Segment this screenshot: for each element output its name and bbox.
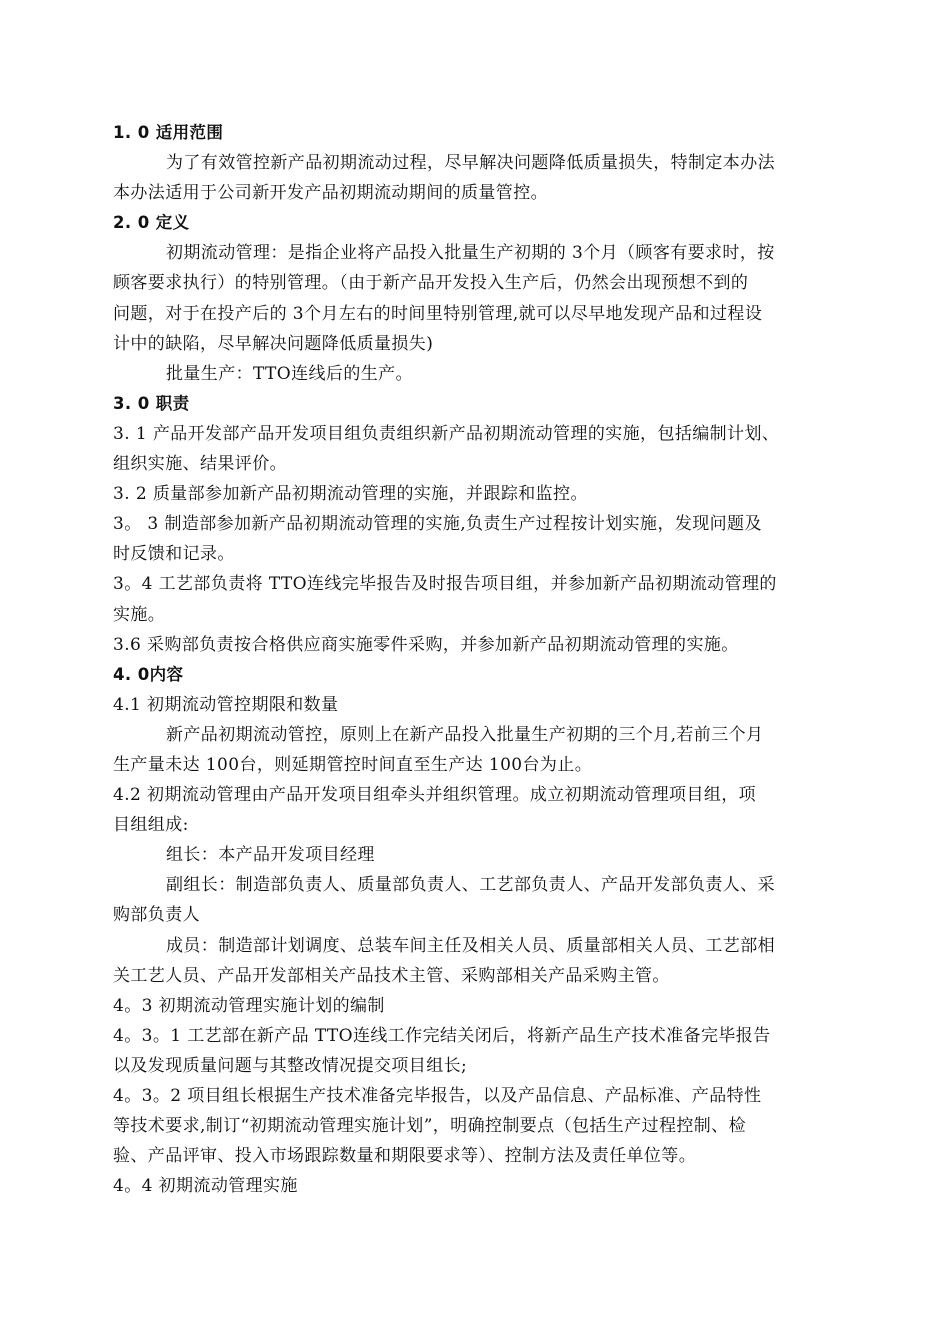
paragraph-line: 生产量未达 100台，则延期管控时间直至生产达 100台为止。: [113, 754, 593, 775]
paragraph-line: 3. 2 质量部参加新产品初期流动管理的实施，并跟踪和监控。: [113, 484, 588, 505]
paragraph-line: 计中的缺陷，尽早解决问题降低质量损失): [113, 333, 434, 354]
paragraph-line: 时反馈和记录。: [113, 544, 235, 565]
paragraph-line: 顾客要求执行）的特别管理。（由于新产品开发投入生产后，仍然会出现预想不到的: [113, 273, 749, 294]
paragraph-line: 关工艺人员、产品开发部相关产品技术主管、采购部相关产品采购主管。: [113, 965, 670, 986]
paragraph-line: 批量生产：TTO连线后的生产。: [166, 363, 413, 384]
paragraph-line: 为了有效管控新产品初期流动过程，尽早解决问题降低质量损失，特制定本办法: [166, 153, 775, 174]
paragraph-line: 购部负责人: [113, 905, 200, 926]
paragraph-line: 成员：制造部计划调度、总装车间主任及相关人员、质量部相关人员、工艺部相: [166, 935, 775, 956]
paragraph-line: 4.1 初期流动管控期限和数量: [113, 694, 339, 715]
paragraph-line: 4。3。2 项目组长根据生产技术准备完毕报告，以及产品信息、产品标准、产品特性: [113, 1086, 762, 1106]
paragraph-line: 实施。: [113, 604, 166, 625]
paragraph-line: 3。 3 制造部参加新产品初期流动管理的实施,负责生产过程按计划实施，发现问题及: [113, 514, 762, 535]
paragraph-line: 3。4 工艺部负责将 TTO连线完毕报告及时报告项目组，并参加新产品初期流动管理的: [113, 574, 777, 595]
section-heading: 2. 0 定义: [113, 213, 190, 233]
paragraph-line: 目组组成:: [113, 815, 189, 836]
paragraph-line: 初期流动管理：是指企业将产品投入批量生产初期的 3个月（顾客有要求时，按: [166, 243, 775, 264]
paragraph-line: 组长：本产品开发项目经理: [166, 845, 375, 866]
section-heading: 1. 0 适用范围: [113, 123, 224, 142]
paragraph-line: 验、产品评审、投入市场跟踪数量和期限要求等）、控制方法及责任单位等。: [113, 1146, 697, 1167]
paragraph-line: 等技术要求,制订“初期流动管理实施计划”，明确控制要点（包括生产过程控制、检: [113, 1116, 746, 1137]
paragraph-line: 副组长：制造部负责人、质量部负责人、工艺部负责人、产品开发部负责人、采: [166, 875, 775, 896]
document-page: [0, 118, 950, 1201]
paragraph-line: 3.6 采购部负责按合格供应商实施零件采购，并参加新产品初期流动管理的实施。: [113, 634, 739, 655]
paragraph-line: 4。4 初期流动管理实施: [113, 1176, 298, 1197]
paragraph-line: 本办法适用于公司新开发产品初期流动期间的质量管控。: [113, 183, 548, 204]
paragraph-line: 以及发现质量问题与其整改情况提交项目组长;: [113, 1055, 468, 1076]
paragraph-line: 新产品初期流动管控，原则上在新产品投入批量生产初期的三个月,若前三个月: [166, 724, 764, 745]
section-heading: 3. 0 职责: [113, 393, 190, 413]
section-heading: 4. 0内容: [113, 664, 184, 684]
paragraph-line: 4。3。1 工艺部在新产品 TTO连线工作完结关闭后，将新产品生产技术准备完毕报告: [113, 1025, 771, 1046]
paragraph-line: 组织实施、结果评价。: [113, 454, 287, 475]
paragraph-line: 4。3 初期流动管理实施计划的编制: [113, 995, 385, 1016]
paragraph-line: 3. 1 产品开发部产品开发项目组负责组织新产品初期流动管理的实施，包括编制计划、: [113, 423, 780, 444]
paragraph-line: 问题，对于在投产后的 3个月左右的时间里特别管理,就可以尽早地发现产品和过程设: [113, 303, 763, 324]
paragraph-line: 4.2 初期流动管理由产品开发项目组牵头并组织管理。成立初期流动管理项目组，项: [113, 785, 757, 806]
